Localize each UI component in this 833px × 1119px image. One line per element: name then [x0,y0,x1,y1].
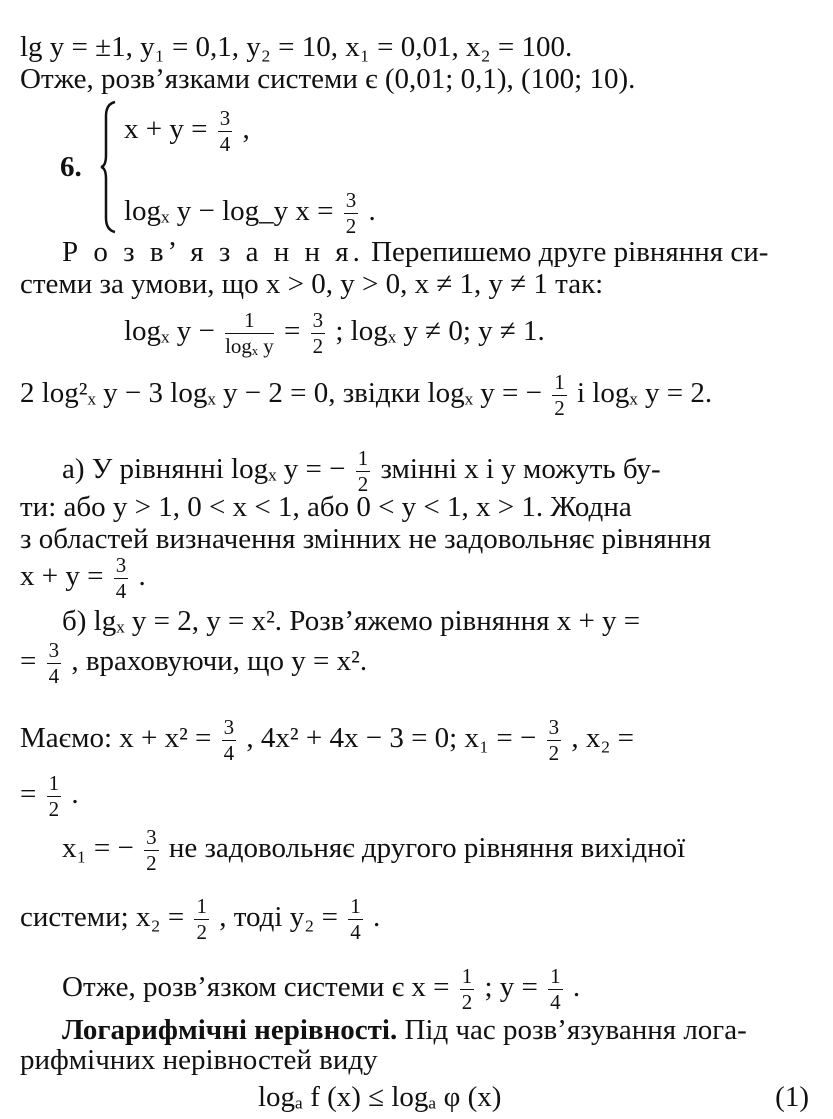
part-b-line: Маємо: x + x² = $\frac{3}{4}$ , 4x² + 4x − 3 = 0; x₁ = − $\frac{3}{2}$ , x₂ = [20,715,635,765]
text-line: стеми за умови, що x > 0, y > 0, x ≠ 1, y ≠ 1 так: [20,268,604,300]
conclusion: Отже, розв’язком системи є x = $\frac{1}{2}$ ; y = $\frac{1}{4}$ . [62,964,581,1014]
inequality-formula: logₐ f (x) ≤ logₐ φ (x) [258,1081,502,1113]
text-line: рифмічних нерівностей виду [20,1044,378,1076]
text-line: lg y = ±1, y₁ = 0,1, y₂ = 10, x₁ = 0,01, x₂ = 100. [20,31,573,63]
problem-number: 6. [60,151,82,183]
equation-number: (1) [775,1081,809,1113]
text-line: Отже, розв’язками системи є (0,01; 0,1), (100; 10). [20,63,636,95]
solution-intro: Р о з в’ я з а н н я. Перепишемо друге рівняння си- [62,236,769,268]
part-b-line: = $\frac{1}{2}$ . [20,771,79,821]
text-line: з областей визначення змінних не задовольняє рівняння [20,523,712,555]
section-intro: Логарифмічні нерівності. Під час розв’язування лога- [62,1014,747,1046]
part-a-equation: x + y = $\frac{3}{4}$ . [20,553,146,603]
rewritten-equation: logₓ y − $\frac{1}{\text{logₓ y}}$ = $\frac{3}{2}$ ; logₓ y ≠ 0; y ≠ 1. [124,308,545,358]
system-equation-1: x + y = $\frac{3}{4}$ , [124,106,250,156]
quadratic-equation: 2 log²ₓ y − 3 logₓ y − 2 = 0, звідки logₓ y = − $\frac{1}{2}$ і logₓ y = 2. [20,370,713,420]
part-b-line: системи; x₂ = $\frac{1}{2}$ , тоді y₂ = $\frac{1}{4}$ . [20,894,381,944]
text-line: ти: або y > 1, 0 < x < 1, або 0 < y < 1, x > 1. Жодна [20,491,632,523]
part-b-line: = $\frac{3}{4}$ , враховуючи, що y = x². [20,638,368,688]
system-equation-2: logₓ y − log_y x = $\frac{3}{2}$ . [124,188,376,238]
section-title: Логарифмічні нерівності. [62,1014,398,1046]
part-a-line: а) У рівнянні logₓ y = − $\frac{1}{2}$ змінні x і y можуть бу- [62,446,661,496]
text-line: б) lgₓ y = 2, y = x². Розв’яжемо рівняння x + y = [62,605,641,637]
part-b-line: x₁ = − $\frac{3}{2}$ не задовольняє другого рівняння вихідної [62,825,686,875]
system-brace [100,100,118,234]
